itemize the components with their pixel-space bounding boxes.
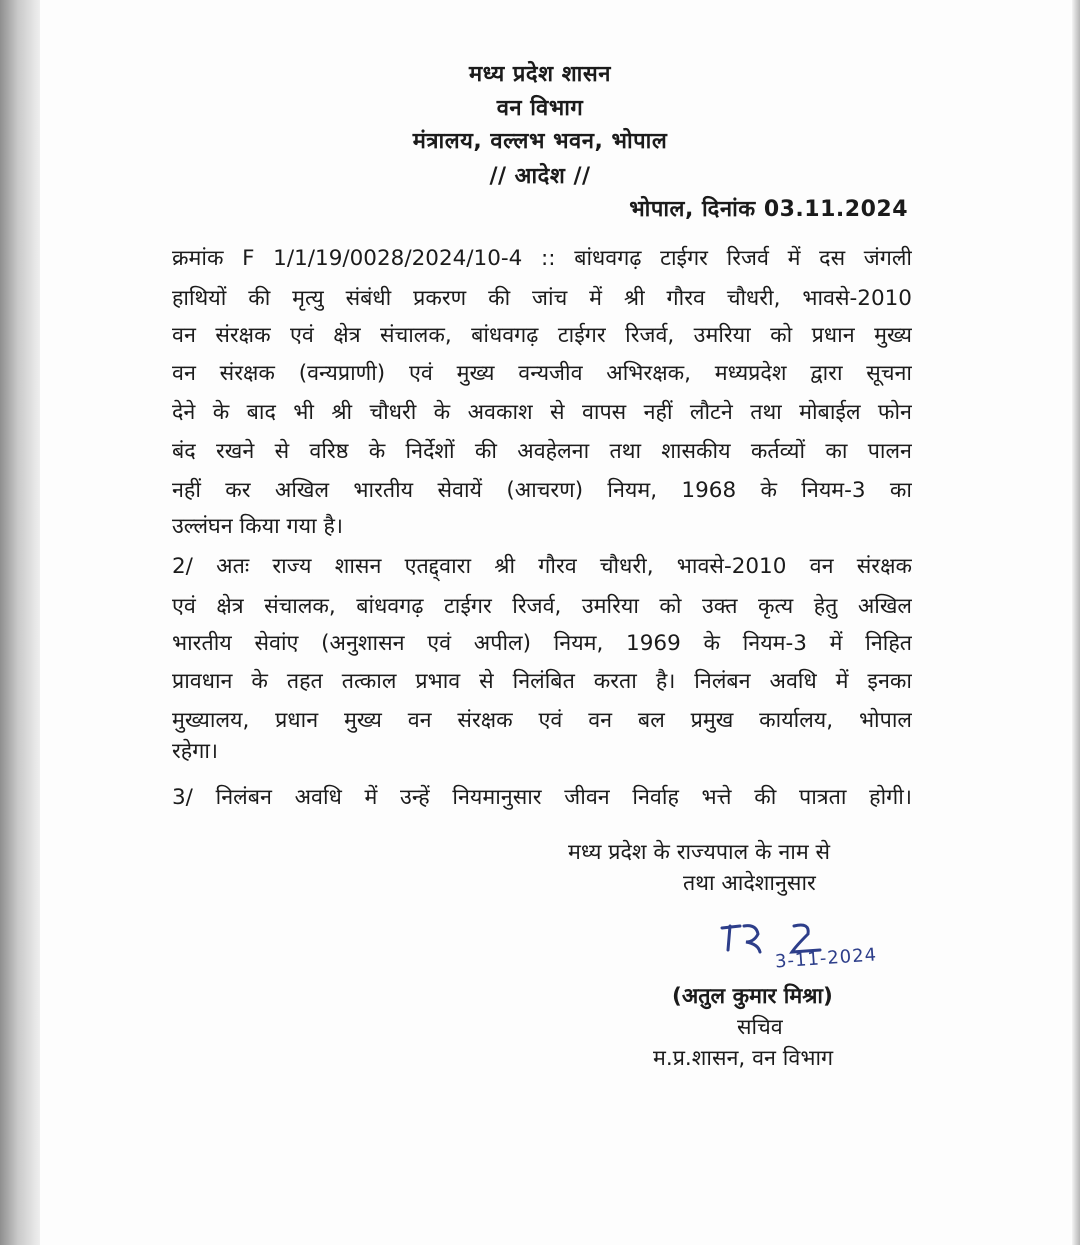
para2-line: मुख्यालय, प्रधान मुख्य वन संरक्षक एवं वन बल प्रमुख कार्यालय, भोपाल — [172, 708, 912, 733]
para2-line: प्रावधान के तहत तत्काल प्रभाव से निलंबित करता है। निलंबन अवधि में इनका — [172, 669, 912, 694]
header-address: मंत्रालय, वल्लभ भवन, भोपाल — [412, 129, 668, 154]
order-date: भोपाल, दिनांक 03.11.2024 — [629, 197, 908, 222]
para1-line: नहीं कर अखिल भारतीय सेवायें (आचरण) नियम, 1968 के नियम-3 का — [172, 478, 912, 503]
para1-line: क्रमांक F 1/1/19/0028/2024/10-4 :: बांधवगढ़ टाईगर रिजर्व में दस जंगली — [172, 246, 912, 271]
closing-line-2: तथा आदेशानुसार — [683, 871, 816, 896]
para1-line: देने के बाद भी श्री चौधरी के अवकाश से वापस नहीं लौटने तथा मोबाईल फोन — [172, 400, 912, 425]
para1-line: हाथियों की मृत्यु संबंधी प्रकरण की जांच में श्री गौरव चौधरी, भावसे-2010 — [172, 286, 912, 311]
para1-line: उल्लंघन किया गया है। — [172, 514, 344, 539]
signatory-name: (अतुल कुमार मिश्रा) — [672, 984, 833, 1009]
header-government: मध्य प्रदेश शासन — [469, 62, 611, 87]
signatory-designation: सचिव — [737, 1015, 783, 1040]
closing-line-1: मध्य प्रदेश के राज्यपाल के नाम से — [568, 840, 831, 865]
signature-date: 3-11-2024 — [774, 944, 878, 973]
para1-line: बंद रखने से वरिष्ठ के निर्देशों की अवहेलना तथा शासकीय कर्तव्यों का पालन — [172, 439, 912, 464]
para2-line: 2/ अतः राज्य शासन एतद्द्वारा श्री गौरव चौधरी, भावसे-2010 वन संरक्षक — [172, 554, 912, 579]
para1-line: वन संरक्षक (वन्यप्राणी) एवं मुख्य वन्यजीव अभिरक्षक, मध्यप्रदेश द्वारा सूचना — [172, 361, 912, 386]
header-department: वन विभाग — [496, 96, 584, 121]
para2-line: एवं क्षेत्र संचालक, बांधवगढ़ टाईगर रिजर्व, उमरिया को उक्त कृत्य हेतु अखिल — [172, 594, 912, 619]
para1-line: वन संरक्षक एवं क्षेत्र संचालक, बांधवगढ़ टाईगर रिजर्व, उमरिया को प्रधान मुख्य — [172, 323, 912, 348]
para2-line: रहेगा। — [172, 739, 219, 764]
order-title: // आदेश // — [489, 164, 591, 189]
signatory-office: म.प्र.शासन, वन विभाग — [653, 1046, 834, 1071]
para2-line: भारतीय सेवांए (अनुशासन एवं अपील) नियम, 1969 के नियम-3 में निहित — [172, 631, 912, 656]
para3-line: 3/ निलंबन अवधि में उन्हें नियमानुसार जीवन निर्वाह भत्ते की पात्रता होगी। — [172, 785, 912, 810]
